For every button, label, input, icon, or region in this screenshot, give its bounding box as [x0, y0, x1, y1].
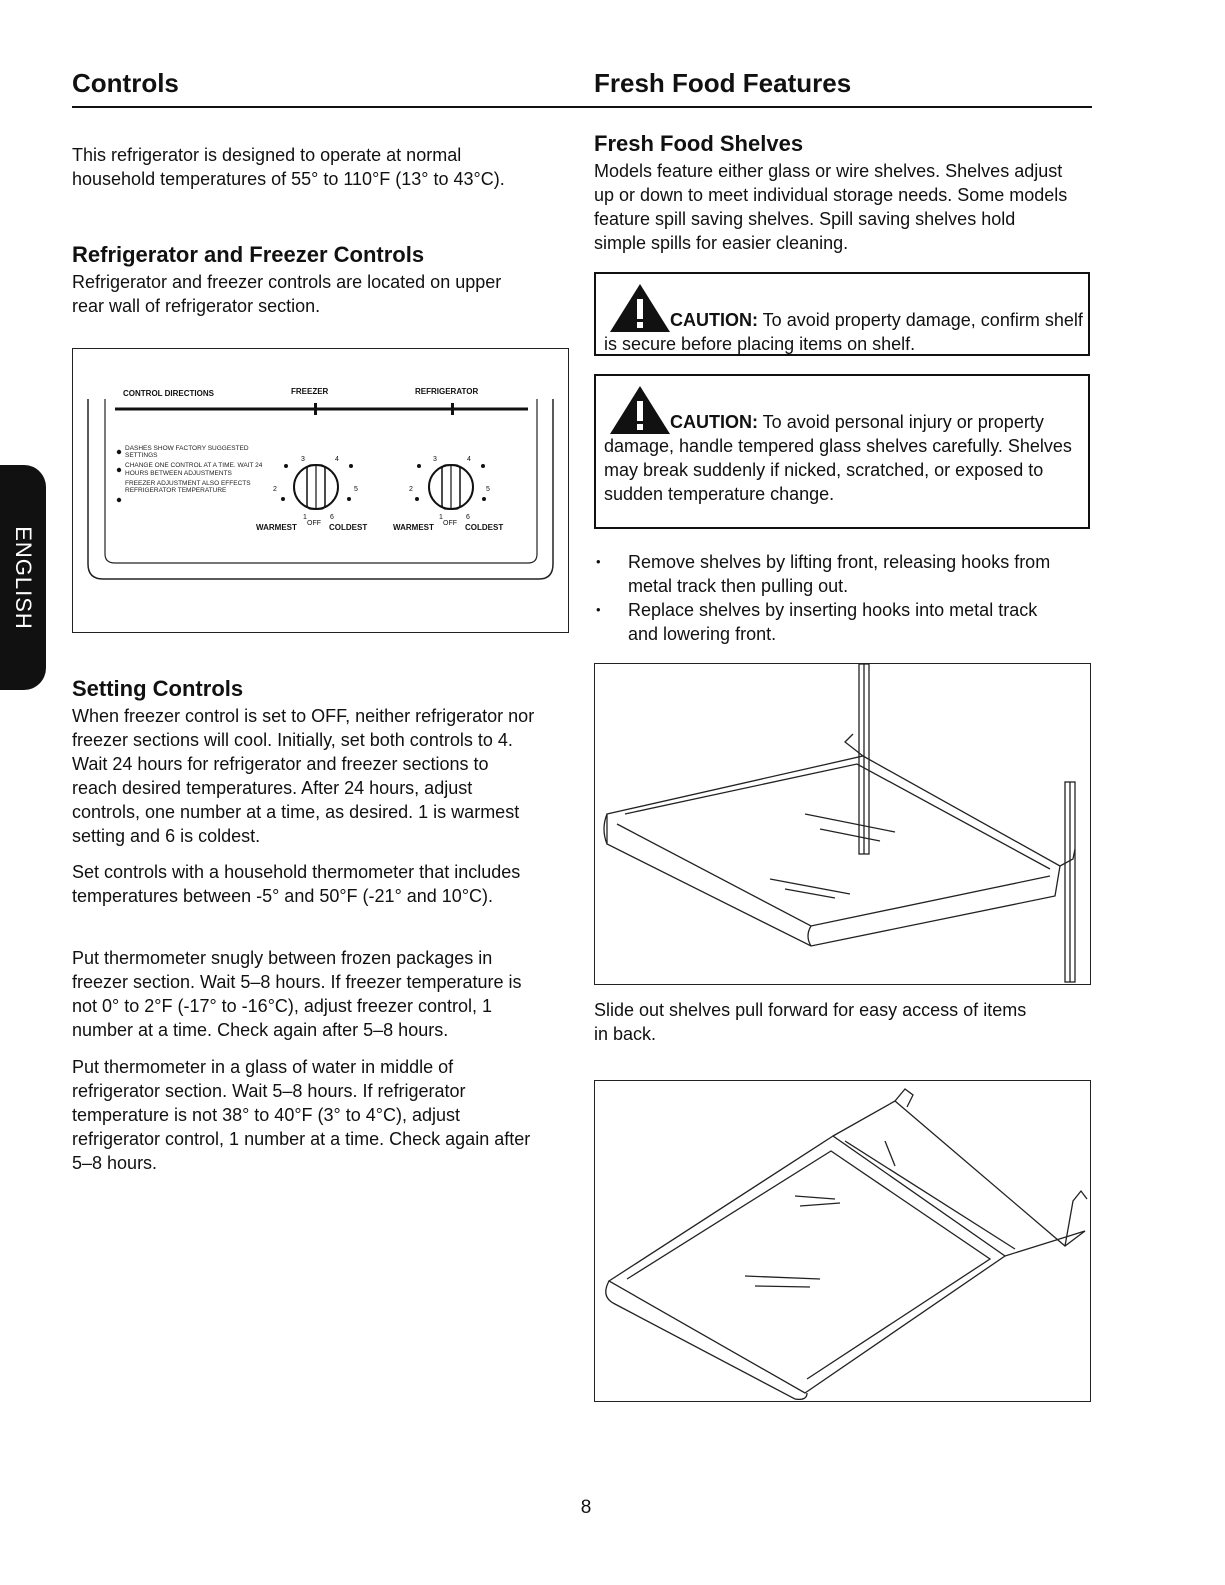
- list-item: • Remove shelves by lifting front, releasing hooks from metal track then pulling out.: [594, 550, 1064, 598]
- caution-1-label: CAUTION:: [670, 310, 758, 330]
- fresh-food-shelves-heading: Fresh Food Shelves: [594, 131, 804, 156]
- refrigerator-coldest-label: COLDEST: [465, 523, 504, 532]
- svg-text:1: 1: [303, 514, 307, 521]
- setting-paragraph-1: When freezer control is set to OFF, neither refrigerator nor freezer sections will cool. Initially, set both controls to 4. Wait 24 hours for refrigerator and freezer sections to reach desired temperatures. After 24 hours, adjust controls, one number at a time, as desired. 1 is warmest setting and 6 is coldest.: [72, 706, 535, 846]
- svg-text:2: 2: [409, 486, 413, 493]
- svg-text:5: 5: [486, 486, 490, 493]
- control-directions-label: CONTROL DIRECTIONS: [123, 389, 214, 398]
- panel-bullet-2: CHANGE ONE CONTROL AT A TIME. WAIT 24 HOURS BETWEEN ADJUSTMENTS: [125, 462, 263, 477]
- control-panel-figure: [72, 348, 569, 633]
- freezer-off-label: OFF: [307, 520, 321, 527]
- freezer-label: FREEZER: [291, 387, 329, 396]
- svg-text:6: 6: [330, 514, 334, 521]
- svg-text:3: 3: [433, 456, 437, 463]
- freezer-dial: [256, 456, 367, 532]
- fresh-food-features-title: Fresh Food Features: [594, 68, 852, 98]
- controls-title: Controls: [72, 68, 179, 98]
- refrigerator-off-label: OFF: [443, 520, 457, 527]
- refrigerator-warmest-label: WARMEST: [393, 523, 434, 532]
- refrigerator-dial: [393, 456, 503, 532]
- caution-box-2: [594, 374, 1090, 529]
- control-panel-illustration: [73, 349, 567, 631]
- language-tab: [0, 465, 46, 690]
- svg-text:5: 5: [354, 486, 358, 493]
- glass-shelf-figure: [594, 663, 1091, 985]
- svg-text:4: 4: [467, 456, 471, 463]
- header-rule: [72, 106, 1092, 108]
- rf-controls-heading: Refrigerator and Freezer Controls: [72, 242, 425, 267]
- refrigerator-label: REFRIGERATOR: [415, 387, 479, 396]
- slide-out-shelf-figure: [594, 1080, 1091, 1402]
- slide-out-shelf-illustration: [595, 1081, 1089, 1400]
- caution-2-label: CAUTION:: [670, 412, 758, 432]
- rf-controls-body: Refrigerator and freezer controls are located on upper rear wall of refrigerator section.: [72, 272, 502, 316]
- caution-1-text: To avoid property damage, confirm shelf is secure before placing items on shelf.: [604, 310, 1083, 354]
- panel-bullet-1: DASHES SHOW FACTORY SUGGESTED SETTINGS: [125, 445, 249, 460]
- svg-text:6: 6: [466, 514, 470, 521]
- svg-text:2: 2: [273, 486, 277, 493]
- slide-out-caption: Slide out shelves pull forward for easy access of items in back.: [594, 1000, 1027, 1044]
- freezer-warmest-label: WARMEST: [256, 523, 297, 532]
- page-number: 8: [580, 1497, 592, 1518]
- list-item: • Replace shelves by inserting hooks into metal track and lowering front.: [594, 598, 1064, 646]
- language-tab-label: ENGLISH: [11, 525, 36, 630]
- shelf-instructions-list: [594, 550, 1064, 646]
- caution-box-1: [594, 272, 1090, 356]
- svg-text:4: 4: [335, 456, 339, 463]
- setting-paragraph-4: Put thermometer in a glass of water in middle of refrigerator section. Wait 5–8 hours. If refrigerator temperature is not 38° to 40°F (3° to 4°C), adjust refrigerator control, 1 number at a time. Check again after 5–8 hours.: [72, 1057, 531, 1173]
- fresh-food-shelves-body: Models feature either glass or wire shelves. Shelves adjust up or down to meet individual storage needs. Some models feature spill saving shelves. Spill saving shelves hold simple spills for easier cleaning.: [594, 161, 1068, 253]
- caution-2-text: To avoid personal injury or property damage, handle tempered glass shelves carefully. Shelves may break suddenly if nicked, scratched, or exposed to sudden temperature change.: [604, 412, 1072, 504]
- svg-text:3: 3: [301, 456, 305, 463]
- svg-text:1: 1: [439, 514, 443, 521]
- panel-bullet-3: FREEZER ADJUSTMENT ALSO EFFECTS REFRIGERATOR TEMPERATURE: [125, 479, 251, 495]
- setting-paragraph-3: Put thermometer snugly between frozen packages in freezer section. Wait 5–8 hours. If freezer temperature is not 0° to 2°F (-17° to -16°C), adjust freezer control, 1 number at a time. Check again after 5–8 hours.: [72, 948, 522, 1040]
- setting-paragraph-2: Set controls with a household thermometer that includes temperatures between -5° and 50°F (-21° and 10°C).: [72, 862, 521, 906]
- glass-shelf-illustration: [595, 664, 1089, 983]
- freezer-coldest-label: COLDEST: [329, 523, 368, 532]
- setting-controls-heading: Setting Controls: [72, 676, 244, 701]
- intro-paragraph: This refrigerator is designed to operate at normal household temperatures of 55° to 110°F (13° to 43°C).: [72, 145, 505, 189]
